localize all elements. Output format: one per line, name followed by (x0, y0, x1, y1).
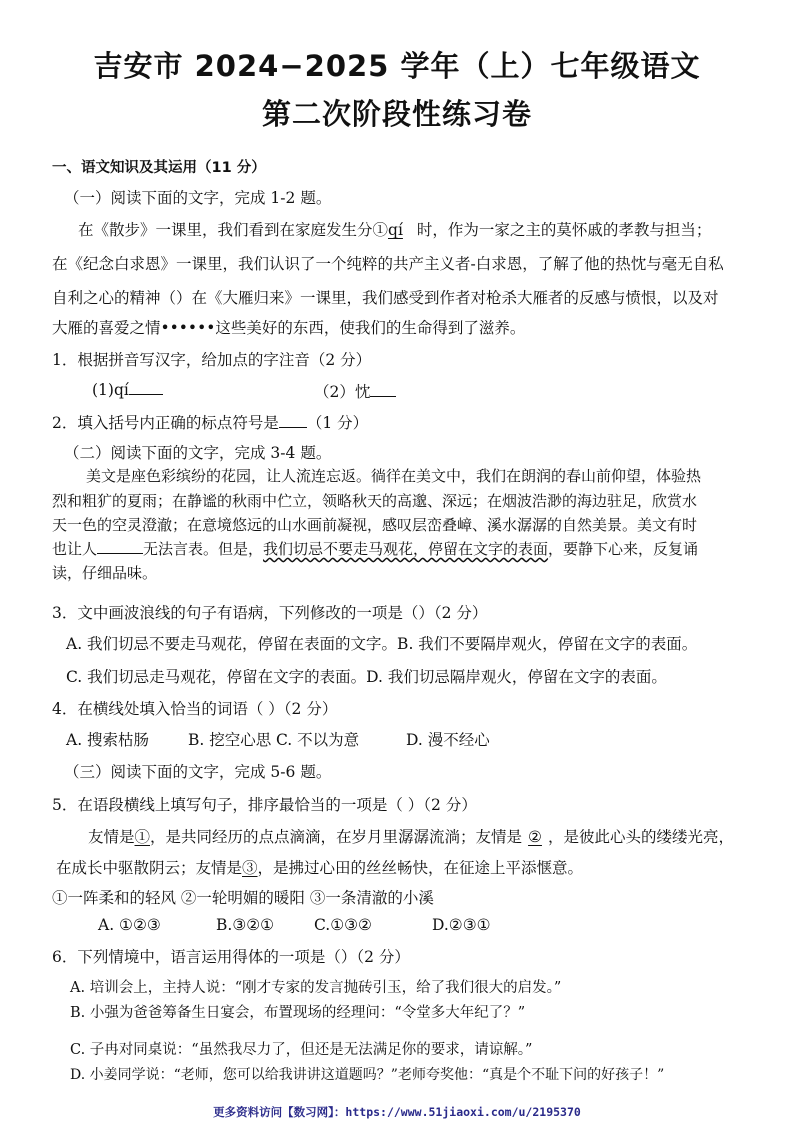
question-6-option-c: C. 子冉对同桌说：“虽然我尽力了，但还是无法满足你的要求，请谅解。” (70, 1042, 533, 1058)
question-5-option-b: B.③②① (216, 916, 275, 934)
blank-marker-1: ① (134, 828, 151, 846)
question-5-items: ①一阵柔和的轻风 ②一轮明媚的暖阳 ③一条清澈的小溪 (52, 889, 434, 907)
pinyin-blank: qí (388, 221, 403, 239)
text-segment: ，要静下心来，反复诵 (548, 540, 699, 558)
part1-paragraph-line: 大雁的喜爱之情••••••这些美好的东西，使我们的生命得到了滋养。 (52, 319, 526, 337)
part2-paragraph-line: 天一色的空灵澄澈；在意境悠远的山水画前凝视，感叹层峦叠嶂、溪水潺潺的自然美景。美文有时 (52, 516, 698, 534)
text-segment: 2．填入括号内正确的标点符号是 (52, 414, 279, 432)
question-4-option-a: A. 搜索枯肠 (66, 731, 150, 749)
text-segment: ，是彼此心头的缕缕光亮， (547, 828, 734, 846)
item-label: （2）忱 (314, 383, 371, 401)
question-4-option-b: B. 挖空心思 (188, 731, 272, 749)
part1-paragraph-line (78, 218, 711, 240)
text-segment: （1 分） (306, 414, 369, 432)
text-segment: 无法言表。但是， (143, 540, 264, 558)
text-segment: 友情是 (88, 828, 135, 846)
footer-link[interactable]: 更多资料访问【数习网】：https://www.51jiaoxi.com/u/2195370 (213, 1105, 581, 1119)
answer-blank[interactable] (370, 382, 396, 397)
item-label: (1)qí (92, 381, 129, 399)
question-5-option-d: D.②③① (432, 916, 491, 934)
text-segment: 时，作为一家之主的莫怀戚的孝教与担当； (416, 221, 712, 239)
question-4-option-d: D. 漫不经心 (406, 731, 490, 749)
question-2-stem (52, 411, 368, 433)
question-4-stem: 4．在横线处填入恰当的词语（ ）（2 分） (52, 700, 338, 718)
question-1-stem: 1．根据拼音写汉字，给加点的字注音（2 分） (52, 351, 372, 369)
part1-paragraph-line: 在《纪念白求恩》一课里，我们认识了一个纯粹的共产主义者-白求恩，了解了他的热忱与毫无自私 (52, 255, 724, 273)
blank-marker-3: ③ (242, 859, 258, 877)
question-5-paragraph-line (56, 856, 583, 878)
question-6-option-d: D. 小姜同学说：“老师，您可以给我讲讲这道题吗？”老师夸奖他：“真是个不耻下问的好孩子！” (70, 1067, 665, 1083)
question-6-option-a: A. 培训会上，主持人说：“刚才专家的发言抛砖引玉，给了我们很大的启发。” (70, 980, 562, 996)
part2-intro: （二）阅读下面的文字，完成 3-4 题。 (64, 444, 332, 462)
question-3-options-ab: A. 我们切忌不要走马观花，停留在表面的文字。B. 我们不要隔岸观火，停留在文字的表面。 (66, 635, 698, 653)
question-4-option-c: C. 不以为意 (276, 731, 360, 749)
text-segment: 也让人 (52, 540, 98, 558)
answer-blank[interactable] (129, 380, 163, 395)
part2-paragraph-line (52, 538, 698, 559)
part3-intro: （三）阅读下面的文字，完成 5-6 题。 (64, 763, 332, 781)
answer-blank[interactable] (97, 539, 143, 554)
question-6-option-b: B. 小强为爸爸筹备生日宴会，布置现场的经理问：“令堂多大年纪了？” (70, 1005, 526, 1021)
text-segment: ，是拂过心田的丝丝畅快，在征途上平添惬意。 (257, 859, 584, 877)
answer-blank[interactable] (279, 413, 307, 428)
text-segment: ，是共同经历的点点滴滴，在岁月里潺潺流淌；友情是 (150, 828, 523, 846)
text-segment: 在《散步》一课里，我们看到在家庭发生分① (78, 221, 389, 239)
part2-paragraph-line: 烈和粗犷的夏雨；在静谧的秋雨中伫立，领略秋天的高邈、深远；在烟波浩渺的海边驻足，欣赏水 (52, 492, 698, 510)
wavy-underlined-sentence: 我们切忌不要走马观花，停留在文字的表面 (263, 540, 549, 558)
section-heading: 一、语文知识及其运用（11 分） (52, 160, 266, 176)
page-title-line1: 吉安市 2024−2025 学年（上）七年级语文 (93, 49, 701, 83)
part2-paragraph-line: 读，仔细品味。 (52, 564, 158, 582)
part1-intro: （一）阅读下面的文字，完成 1-2 题。 (64, 189, 332, 207)
question-5-paragraph-line (88, 825, 734, 847)
question-5-option-a: A. ①②③ (98, 916, 161, 934)
question-5-option-c: C.①③② (314, 916, 372, 934)
question-1-item-b (314, 380, 396, 402)
part2-paragraph-line: 美文是座色彩缤纷的花园，让人流连忘返。徜徉在美文中，我们在朗润的春山前仰望，体验热 (86, 467, 702, 485)
question-5-stem: 5．在语段横线上填写句子，排序最恰当的一项是（ ）（2 分） (52, 796, 477, 814)
question-3-options-cd: C. 我们切忌走马观花，停留在文字的表面。D. 我们切忌隔岸观火，停留在文字的表面。 (66, 668, 667, 686)
part1-paragraph-line: 自利之心的精神（）在《大雁归来》一课里，我们感受到作者对枪杀大雁者的反感与愤恨，以及对 (52, 289, 719, 307)
page-title-line2: 第二次阶段性练习卷 (261, 97, 532, 131)
text-segment: 在成长中驱散阴云；友情是 (56, 859, 243, 877)
question-6-stem: 6．下列情境中，语言运用得体的一项是（）（2 分） (52, 948, 410, 966)
question-3-stem: 3．文中画波浪线的句子有语病，下列修改的一项是（）（2 分） (52, 604, 488, 622)
question-1-item-a (92, 380, 163, 399)
blank-marker-2: ② (528, 828, 542, 846)
